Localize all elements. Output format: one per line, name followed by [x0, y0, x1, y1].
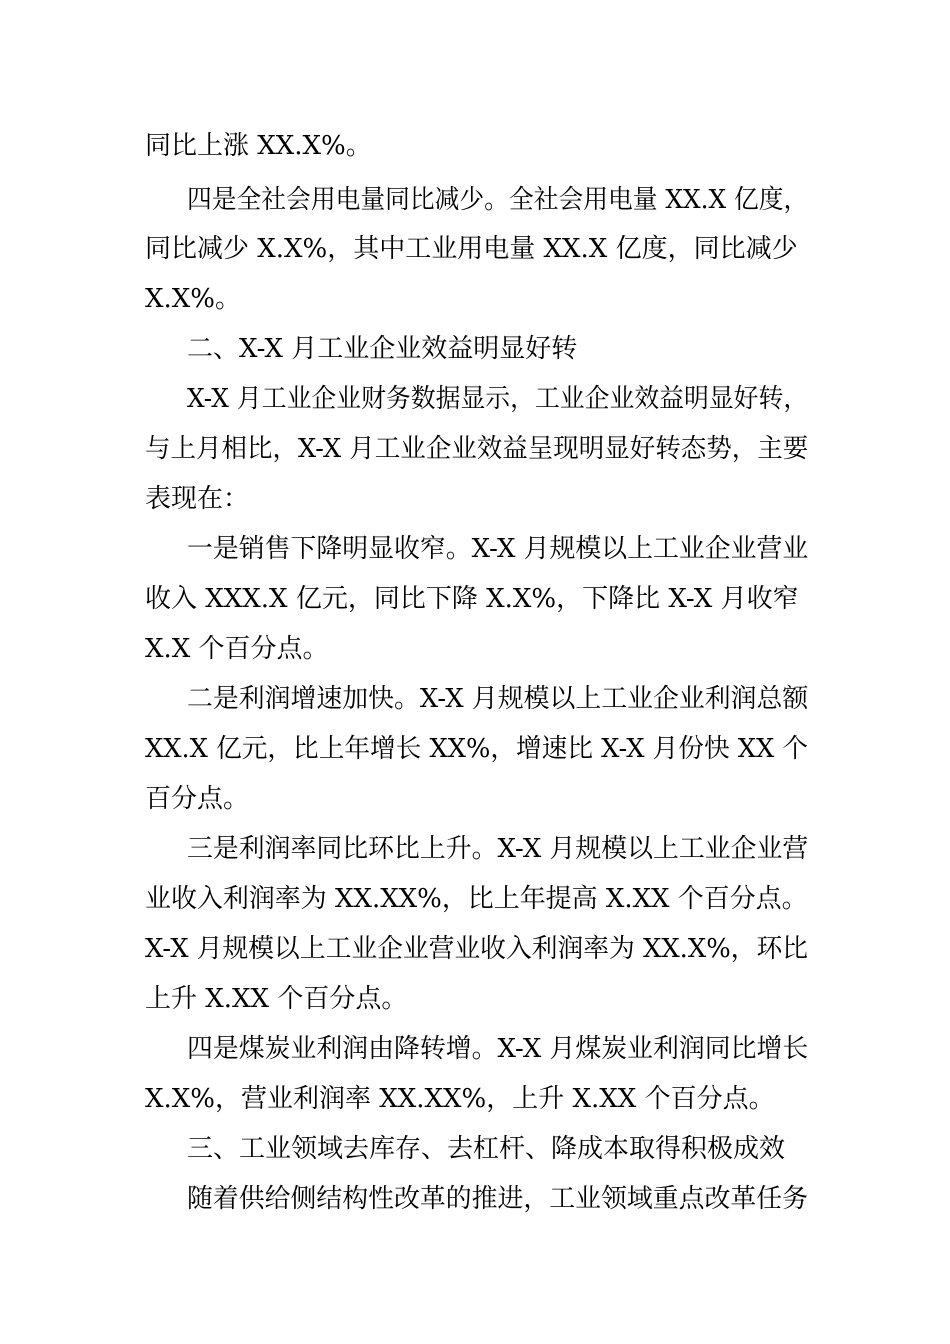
section-heading: 二、X-X 月工业企业效益明显好转	[187, 334, 578, 364]
text-line: X-X 月规模以上工业企业营业收入利润率为 XX.X%，环比	[145, 934, 808, 964]
text-line: 上升 X.XX 个百分点。	[145, 984, 408, 1014]
text-line: 二是利润增速加快。X-X 月规模以上工业企业利润总额	[187, 684, 809, 714]
text-line: 四是全社会用电量同比减少。全社会用电量 XX.X 亿度，	[187, 185, 809, 215]
text-line: 三是利润率同比环比上升。X-X 月规模以上工业企业营	[187, 834, 809, 864]
text-line: X-X 月工业企业财务数据显示，工业企业效益明显好转，	[187, 384, 809, 414]
text-line: XX.X 亿元，比上年增长 XX%，增速比 X-X 月份快 XX 个	[145, 734, 809, 764]
text-line: 与上月相比，X-X 月工业企业效益呈现明显好转态势，主要	[145, 434, 809, 464]
text-line: 收入 XXX.X 亿元，同比下降 X.X%，下降比 X-X 月收窄	[145, 584, 799, 614]
text-line: 业收入利润率为 XX.XX%，比上年提高 X.XX 个百分点。	[145, 884, 808, 914]
text-line: X.X 个百分点。	[145, 634, 329, 664]
section-heading: 三、工业领域去库存、去杠杆、降成本取得积极成效	[187, 1134, 786, 1164]
text-line: 一是销售下降明显收窄。X-X 月规模以上工业企业营业	[187, 534, 809, 564]
text-line: 同比减少 X.X%，其中工业用电量 XX.X 亿度，同比减少	[145, 234, 798, 264]
text-line: 百分点。	[145, 784, 250, 814]
text-line: X.X%，营业利润率 XX.XX%，上升 X.XX 个百分点。	[145, 1084, 775, 1114]
text-line: 同比上涨 XX.X%。	[145, 131, 372, 161]
text-line: 四是煤炭业利润由降转增。X-X 月煤炭业利润同比增长	[187, 1034, 809, 1064]
text-line: 随着供给侧结构性改革的推进，工业领域重点改革任务	[187, 1184, 809, 1214]
text-line: 表现在：	[145, 484, 250, 514]
text-line: X.X%。	[145, 284, 241, 314]
